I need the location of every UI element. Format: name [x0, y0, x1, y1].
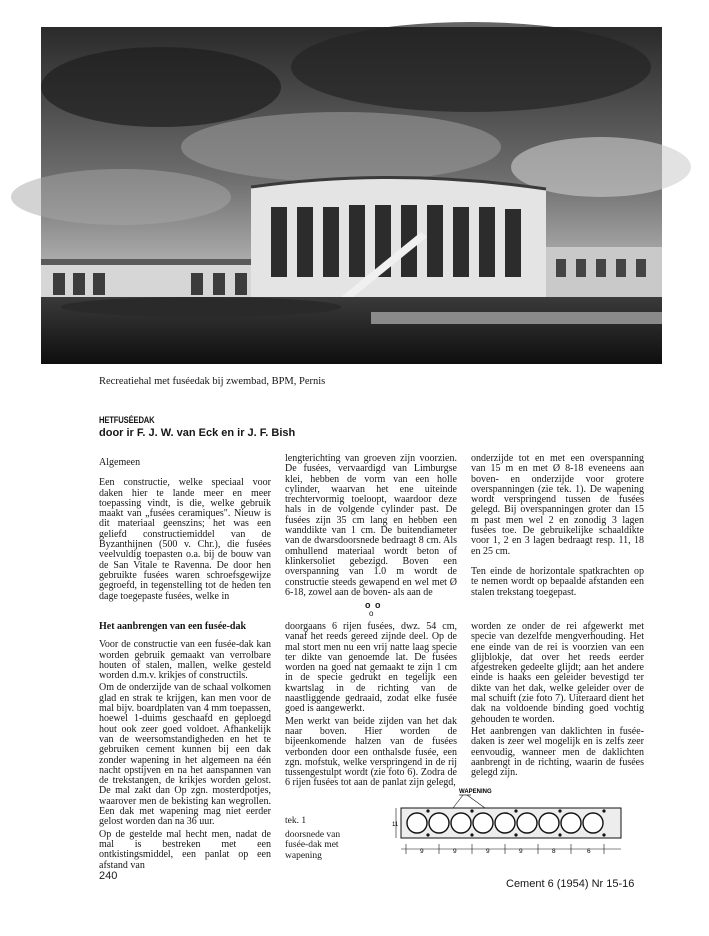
article-kicker: HETFUSÉEDAK	[99, 415, 155, 425]
figure-caption-line: wapening	[285, 850, 322, 861]
dimension-label: 9	[453, 848, 457, 855]
column-5	[285, 622, 457, 789]
photo-illustration	[41, 27, 662, 364]
figure-caption-line: tek. 1	[285, 816, 307, 826]
section-heading-algemeen: Algemeen	[99, 457, 141, 468]
page-number: 240	[99, 870, 118, 882]
paragraph: Op de gestelde mal hecht men, nadat de mal is bestreken met een ontkistingsmiddel, een panlat op een afstand van	[99, 828, 271, 871]
dimension-label: 9	[519, 848, 523, 855]
column-1	[99, 458, 271, 602]
paragraph: Men werkt van beide zijden van het dak naar boven. Hier worden de bijeenkomende halzen van de fusées verbonden door een onthalsde fusée, een zgn. mofstuk, welke verspringend in de rij tussengestulpt wordt (zie foto 6). Zodra de 6 rijen fusées tot aan de panlat zijn gelegd,	[285, 715, 457, 789]
dimension-label: 6	[587, 848, 591, 855]
column-2	[285, 454, 457, 598]
section-drawing	[393, 786, 633, 870]
column-4	[99, 622, 271, 871]
paragraph: Om de onderzijde van de schaal volkomen glad en strak te krijgen, kan men voor de mal bijv. boardplaten van 4 mm toepassen, hoewel 1-duims geschaafd en geploegd hout ook zeer goed voldoet. Afhankelijk van de weersomstandigheden en het te gebruiken cement kunnen bij een dak zonder wapening in het algemeen na één nacht opstijven en na het aanspannen van de trekstangen, de krikjes worden gelost. De mal zakt dan Op zgn. mosterdpotjes, waarover men de bekisting kan wegrollen. Een dak met wapening mag niet eerder gelost worden dan na 36 uur.	[99, 682, 271, 828]
drawing-label-wapening: WAPENING	[459, 789, 492, 795]
figure-caption-line: doorsnede van	[285, 829, 341, 840]
paragraph: doorgaans 6 rijen fusées, dwz. 54 cm, vanaf het reeds gereed zijnde deel. Op de mal stort men nu een vrij natte laag specie ter dikte van genoemde lat. De fusées worden na goed nat gemaakt te zijn 1 cm in de specie gedrukt en tegelijk een kwartslag in de richting van de naastliggende gedraaid, zodat elke fusée goed is aangewerkt.	[285, 621, 457, 715]
fusee-cross-section	[393, 786, 633, 870]
dimension-label: 9	[486, 848, 490, 855]
photo-caption: Recreatiehal met fuséedak bij zwembad, BPM, Pernis	[99, 376, 326, 387]
paragraph: onderzijde tot en met een overspanning van 15 m en met Ø 8-18 eveneens aan boven- en onderzijde voor grotere overspanningen (zie tek. 1). De wapening wordt verspringend tussen de fusées gelegd. Bij overspanningen groter dan 15 m past men wel 2 en zonodig 3 lagen fusées toe. De gebruikelijke schaaldikte voor 1, 2 en 3 lagen bedraagt resp. 11, 18 en 25 cm.	[471, 453, 644, 557]
dimension-label: 8	[552, 848, 556, 855]
paragraph: worden ze onder de rei afgewerkt met specie van dezelfde mengverhouding. Het ene einde van de rei is voorzien van een glijblokje, dat over het reeds eerder afgestreken gedeelte glijdt; aan het andere einde is haaks een geleider bevestigd ter dikte van het dak, welke geleider over de mal schuift (zie foto 7). Uiteraard dient het dak na voldoende binding goed vochtig gehouden te worden.	[471, 621, 644, 725]
figure-caption	[285, 816, 365, 861]
paragraph: Een constructie, welke speciaal voor daken hier te lande meer en meer toepassing vindt, is die, welke gebruik maakt van „fusées ceramiques". Nieuw is dit materiaal geenszins; het was een geliefd constructiemiddel van de Byzanthijnen (500 v. Chr.), die fusées veelvuldig toepasten o.a. bij de bouw van de San Vitale te Ravenna. De door hen gebruikte fusées waren schroefsgewijze gegroefd, in tegenstelling tot de heden ten dage toegepaste fusées, welke in	[99, 477, 271, 602]
building-photo	[41, 27, 662, 364]
journal-reference: Cement 6 (1954) Nr 15-16	[506, 878, 635, 890]
column-3	[471, 454, 644, 598]
paragraph: Het aanbrengen van daklichten in fusée-daken is zeer wel mogelijk en is zelfs zeer eenvoudig, wanneer men de daklichten aanbrengt in de richting, waarin de fusées gelegd zijn.	[471, 725, 644, 779]
dimension-label: 9	[420, 848, 424, 855]
section-ornament: o	[369, 609, 374, 618]
section-ornament: o o	[365, 600, 382, 610]
article-byline: door ir F. J. W. van Eck en ir J. F. Bish	[99, 427, 296, 439]
dimension-height: 11	[392, 822, 399, 828]
paragraph: Ten einde de horizontale spatkrachten op te nemen wordt op bepaalde afstanden een stalen trekstang toegepast.	[471, 565, 644, 598]
paragraph: lengterichting van groeven zijn voorzien. De fusées, vervaardigd van Limburgse klei, hebben de vorm van een holle cylinder, waarvan het ene uiteinde trechtervormig toeloopt, waardoor deze hals in de volgende cylinder past. De fusées zijn 35 cm lang en hebben een wanddikte van 1 cm. De buitendiameter van de dwarsdoorsnede bedraagt 8 cm. Als omhullend materiaal wordt beton of klinkersoliet gebezigd. Boven een overspanning van 1.0 m wordt de constructie steeds gewapend en wel met Ø 6-18, zowel aan de boven- als aan de	[285, 453, 457, 598]
paragraph: Voor de constructie van een fusée-dak kan worden gebruik gemaakt van verrolbare houten of stalen, mallen, welke gesteld worden d.m.v. krikjes of constructils.	[99, 639, 271, 682]
section-heading-aanbrengen: Het aanbrengen van een fusée-dak	[99, 621, 247, 632]
figure-caption-line: fusée-dak met	[285, 840, 339, 850]
column-6	[471, 622, 644, 778]
